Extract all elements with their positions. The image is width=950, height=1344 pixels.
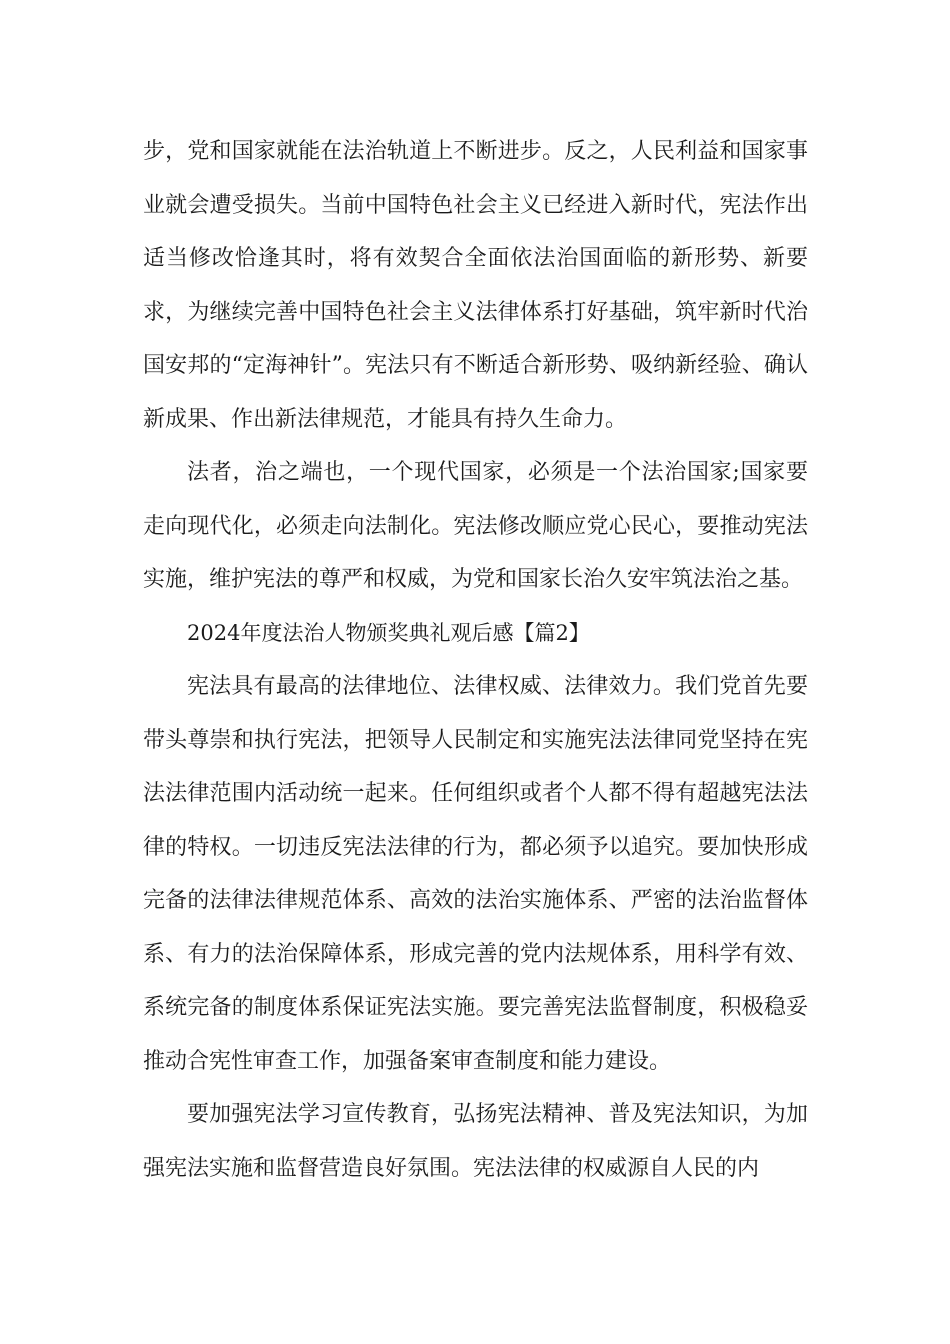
paragraph-rule-of-law: 法者，治之端也，一个现代国家，必须是一个法治国家;国家要走向现代化，必须走向法制化。宪法修改顺应党心民心，要推动宪法实施，维护宪法的尊严和权威，为党和国家长治久安牢筑法治之基。 [143,460,808,592]
paragraph-constitution-education: 要加强宪法学习宣传教育，弘扬宪法精神、普及宪法知识，为加强宪法实施和监督营造良好氛围。宪法法律的权威源自人民的内 [143,1102,808,1181]
paragraph-continuation: 步，党和国家就能在法治轨道上不断进步。反之，人民利益和国家事业就会遭受损失。当前中国特色社会主义已经进入新时代，宪法作出适当修改恰逢其时，将有效契合全面依法治国面临的新形势、新要求，为继续完善中国特色社会主义法律体系打好基础，筑牢新时代治国安邦的“定海神针”。宪法只有不断适合新形势、吸纳新经验、确认新成果、作出新法律规范，才能具有持久生命力。 [143,139,808,432]
document-body [143,125,808,1195]
section-heading: 2024年度法治人物颁奖典礼观后感【篇2】 [187,620,590,645]
paragraph-constitution-authority: 宪法具有最高的法律地位、法律权威、法律效力。我们党首先要带头尊崇和执行宪法，把领导人民制定和实施宪法法律同党坚持在宪法法律范围内活动统一起来。任何组织或者个人都不得有超越宪法法律的特权。一切违反宪法法律的行为，都必须予以追究。要加快形成完备的法律法律规范体系、高效的法治实施体系、严密的法治监督体系、有力的法治保障体系，形成完善的党内法规体系，用科学有效、系统完备的制度体系保证宪法实施。要完善宪法监督制度，积极稳妥推动合宪性审查工作，加强备案审查制度和能力建设。 [143,674,808,1074]
